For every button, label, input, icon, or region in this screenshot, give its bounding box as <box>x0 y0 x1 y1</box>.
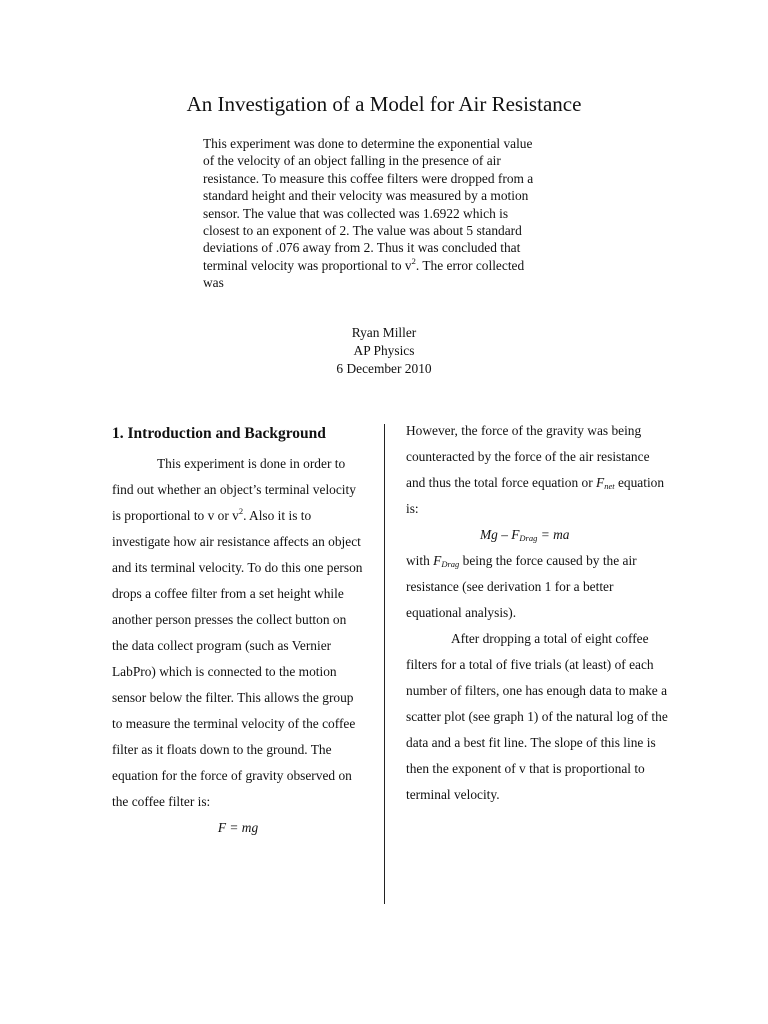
gravity-equation: F = mg <box>217 820 259 835</box>
author-date: 6 December 2010 <box>336 360 432 376</box>
column-divider <box>384 424 385 904</box>
net-force-paragraph <box>406 418 668 522</box>
intro-paragraph <box>112 451 364 815</box>
abstract <box>203 135 543 292</box>
net-force-text-b: equation is: <box>406 475 665 516</box>
net-force-text-a: However, the force of the gravity was being counteracted by the force of the air resistance and thus the total force equation or <box>406 423 650 490</box>
net-force-symbol: F <box>596 475 605 490</box>
drag-text-subscript: Drag <box>441 559 460 569</box>
method-paragraph: After dropping a total of eight coffee filters for a total of five trials (at least) of each number of filters, one has enough data to make a scatter plot (see graph 1) of the natural log of the data and a best fit line. The slope of this line is then the exponent of v that is proportional to terminal velocity. <box>406 631 668 802</box>
section-heading: 1. Introduction and Background <box>112 425 326 442</box>
abstract-text-end: . The error collected was <box>203 257 525 291</box>
abstract-text <box>203 135 543 292</box>
left-column <box>112 423 364 841</box>
drag-text-a: with <box>406 553 434 568</box>
abstract-text-main: This experiment was done to determine the exponential value of the velocity of an object falling in the presence of air resistance. To measure this coffee filters were dropped from a standard height and their velocity was measured by a motion sensor. The value that was collected was 1.6922 which is closest to an exponent of 2. The value was about 5 standard deviations of .076 away from 2. Thus it was concluded that terminal velocity was proportional to v <box>203 136 534 273</box>
net-eq-left: Mg – F <box>480 527 520 542</box>
intro-text-b: . Also it is to investigate how air resistance affects an object and its terminal velocity. To do this one person drops a coffee filter from a set height while another person presses the collect button on the data collect program (such as Vernier LabPro) which is connected to the motion sensor below the filter. This allows the group to measure the terminal velocity of the coffee filter as it floats down to the ground. The equation for the force of gravity observed on the coffee filter is: <box>112 508 363 809</box>
drag-force-symbol: F <box>433 553 442 568</box>
author-name: Ryan Miller <box>351 325 417 340</box>
net-eq-right: = ma <box>537 527 570 542</box>
drag-paragraph <box>406 548 668 626</box>
paper-title: An Investigation of a Model for Air Resistance <box>186 92 582 116</box>
author-block <box>0 324 768 377</box>
intro-text-a: This experiment is done in order to find out whether an object’s terminal velocity is proportional to v or v <box>112 456 356 523</box>
drag-subscript: Drag <box>519 533 538 543</box>
net-subscript: net <box>604 481 615 491</box>
drag-text-b: being the force caused by the air resistance (see derivation 1 for a better equational analysis). <box>406 553 637 620</box>
right-column <box>406 418 668 808</box>
intro-superscript: 2 <box>238 506 244 516</box>
author-course: AP Physics <box>353 342 415 358</box>
abstract-superscript: 2 <box>411 255 416 266</box>
net-force-equation <box>406 522 668 548</box>
